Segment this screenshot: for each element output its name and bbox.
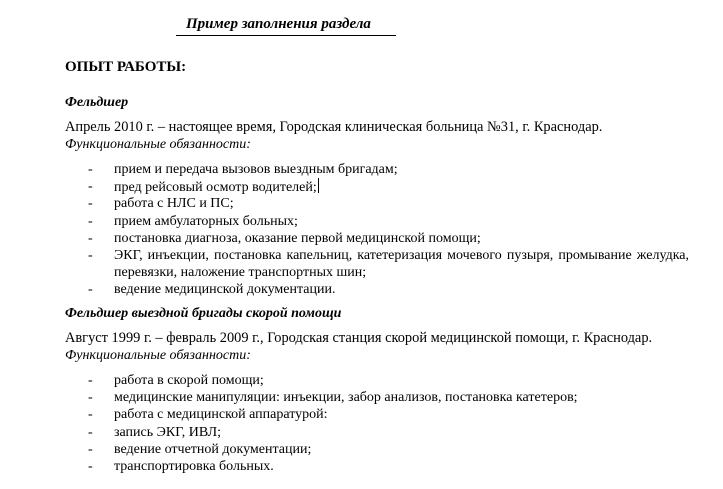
list-dash: - (88, 441, 93, 457)
job-1-duties-label: Функциональные обязанности: (65, 137, 251, 152)
list-dash: - (88, 196, 93, 212)
list-item (0, 458, 723, 475)
list-item (0, 247, 723, 281)
list-item (0, 406, 723, 423)
job-2-duty-list (0, 372, 723, 475)
list-item (0, 213, 723, 230)
duty-text (114, 178, 689, 196)
job-1-duty-list (0, 161, 723, 299)
list-item (0, 424, 723, 441)
list-dash: - (88, 230, 93, 246)
duty-text: ведение отчетной документации; (114, 441, 312, 457)
list-dash: - (88, 179, 93, 195)
list-dash: - (88, 162, 93, 177)
duty-text: медицинские манипуляции: инъекции, забор анализов, постановка катетеров; (114, 390, 578, 406)
list-item (0, 178, 723, 195)
duty-text-content: пред рейсовый осмотр водителей; (114, 180, 317, 196)
list-item (0, 161, 723, 178)
list-dash: - (88, 282, 93, 298)
list-dash: - (88, 424, 93, 440)
job-2-duties-label: Функциональные обязанности: (65, 348, 251, 363)
duty-text: прием амбулаторных больных; (114, 213, 298, 229)
job-1-position: Фельдшер (65, 95, 129, 110)
document-title: Пример заполнения раздела (186, 16, 371, 32)
list-item (0, 281, 723, 298)
list-item (0, 389, 723, 406)
list-dash: - (88, 407, 93, 423)
list-item (0, 372, 723, 389)
duty-text: ЭКГ, инъекции, постановка капельниц, катетеризация мочевого пузыря, промывание желудка, перевязки, наложение транспортных шин; (114, 247, 689, 281)
job-2-period: Август 1999 г. – февраль 2009 г., Городская станция скорой медицинской помощи, г. Краснодар. (65, 330, 653, 346)
title-underline (176, 35, 396, 36)
duty-text: ведение медицинской документации. (114, 282, 336, 298)
duty-text: запись ЭКГ, ИВЛ; (114, 424, 222, 440)
list-dash: - (88, 373, 93, 388)
duty-text: работа с медицинской аппаратурой: (114, 407, 328, 423)
list-item (0, 195, 723, 212)
section-heading: ОПЫТ РАБОТЫ: (65, 59, 187, 75)
job-2-position: Фельдшер выездной бригады скорой помощи (65, 306, 342, 321)
duty-text: прием и передача вызовов выездным бригадам; (114, 162, 398, 177)
duty-text: работа в скорой помощи; (114, 373, 264, 388)
list-dash: - (88, 458, 93, 474)
duty-text: транспортировка больных. (114, 458, 274, 474)
job-1-period: Апрель 2010 г. – настоящее время, Городская клиническая больница №31, г. Краснодар. (65, 119, 603, 135)
list-dash: - (88, 213, 93, 229)
duty-text: постановка диагноза, оказание первой медицинской помощи; (114, 230, 481, 246)
duty-text: работа с НЛС и ПС; (114, 196, 234, 212)
text-cursor (318, 178, 319, 193)
list-dash: - (88, 247, 93, 263)
list-item (0, 441, 723, 458)
list-dash: - (88, 390, 93, 406)
list-item (0, 230, 723, 247)
